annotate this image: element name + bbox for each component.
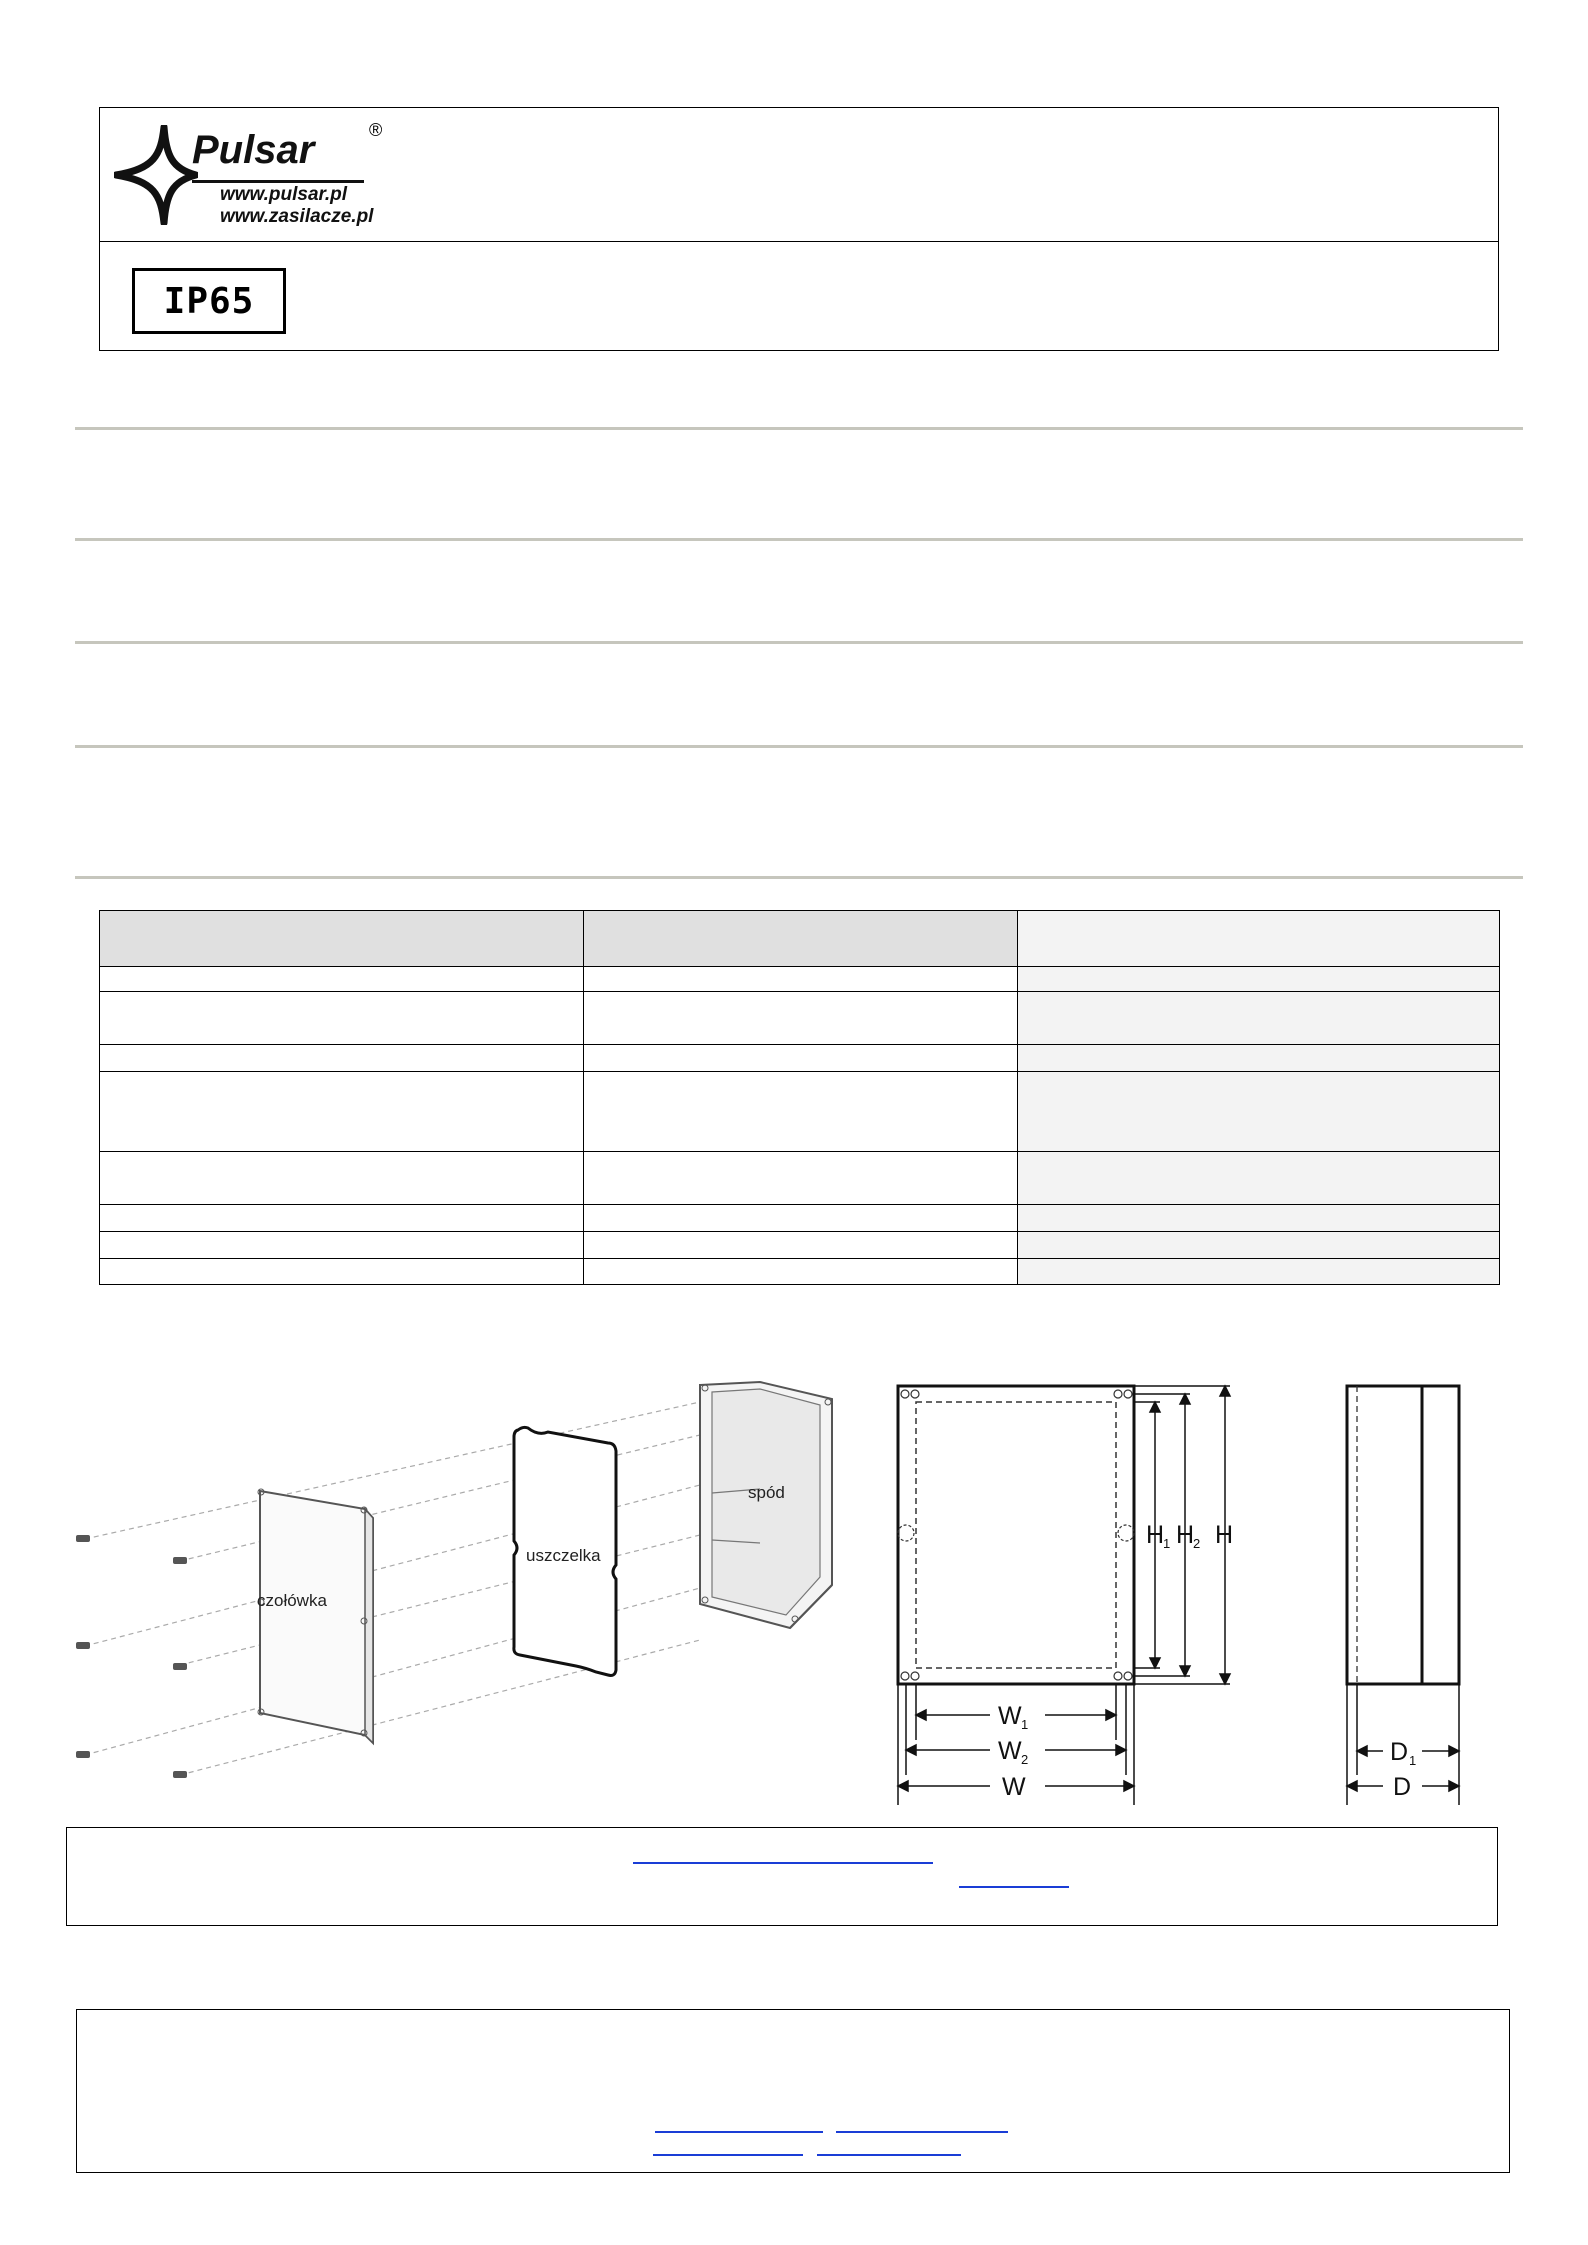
table-cell [583, 1232, 1018, 1259]
footer-link-3[interactable] [653, 2154, 803, 2156]
header-divider [100, 241, 1498, 242]
ip-rating-badge: IP65 [132, 268, 286, 334]
gasket-label: uszczelka [526, 1546, 601, 1565]
table-cell [583, 1072, 1018, 1152]
dimension-w1-subscript: 1 [1021, 1717, 1029, 1732]
screws [76, 1535, 187, 1778]
table-cell [583, 1205, 1018, 1232]
section-rule [75, 538, 1523, 541]
table-row [100, 1232, 1500, 1259]
table-cell [1018, 1072, 1500, 1152]
logo-name: Pulsar [192, 128, 315, 172]
dimension-h1-subscript: 1 [1163, 1536, 1171, 1551]
front-lid [257, 1489, 373, 1743]
dimension-w2-label: W [998, 1737, 1022, 1765]
note-link-2[interactable] [959, 1886, 1069, 1888]
note-link-1[interactable] [633, 1862, 933, 1864]
table-cell [100, 1152, 584, 1205]
dimension-d1-label: D [1390, 1738, 1409, 1766]
front-view [898, 1386, 1233, 1805]
table-cell [1018, 992, 1500, 1045]
table-cell [1018, 1152, 1500, 1205]
table-cell [100, 1259, 584, 1285]
table-cell [100, 967, 584, 992]
dimension-h2-label: H [1176, 1521, 1195, 1549]
section-rule [75, 641, 1523, 644]
base-box [700, 1382, 832, 1628]
base-label: spód [748, 1483, 785, 1502]
table-cell [100, 1045, 584, 1072]
table-row [100, 1045, 1500, 1072]
star-icon [114, 125, 198, 225]
dimension-w1-label: W [998, 1702, 1022, 1730]
footer-link-2[interactable] [836, 2131, 1008, 2133]
table-header-cell [100, 911, 584, 967]
enclosure-drawing [60, 1365, 1530, 1815]
registered-mark: ® [369, 120, 383, 140]
logo-url-primary: www.pulsar.pl [220, 184, 348, 205]
logo-url-secondary: www.zasilacze.pl [220, 206, 374, 227]
table-header-cell [1018, 911, 1500, 967]
table-row [100, 992, 1500, 1045]
table-cell [1018, 1232, 1500, 1259]
table-cell [1018, 1259, 1500, 1285]
table-cell [100, 992, 584, 1045]
table-cell [1018, 1045, 1500, 1072]
table-cell [100, 1072, 584, 1152]
table-cell [1018, 1205, 1500, 1232]
table-row [100, 1152, 1500, 1205]
section-rule [75, 427, 1523, 430]
note-box [66, 1827, 1498, 1926]
table-cell [583, 1259, 1018, 1285]
dimension-d1-subscript: 1 [1409, 1753, 1417, 1768]
table-row [100, 1205, 1500, 1232]
table-cell [100, 1205, 584, 1232]
table-header-cell [583, 911, 1018, 967]
side-view [1347, 1386, 1459, 1805]
table-row [100, 1259, 1500, 1285]
gasket [514, 1427, 616, 1675]
table-cell [583, 967, 1018, 992]
spec-table [99, 910, 1500, 1285]
dimension-h1-label: H [1146, 1521, 1165, 1549]
table-cell [100, 1232, 584, 1259]
table-row [100, 1072, 1500, 1152]
section-rule [75, 745, 1523, 748]
footer-link-1[interactable] [655, 2131, 823, 2133]
footer-box [76, 2009, 1510, 2173]
table-cell [583, 992, 1018, 1045]
table-row [100, 967, 1500, 992]
dimension-h-label: H [1215, 1521, 1234, 1549]
dimension-h2-subscript: 2 [1193, 1536, 1201, 1551]
table-cell [583, 1152, 1018, 1205]
table-cell [583, 1045, 1018, 1072]
footer-link-4[interactable] [817, 2154, 961, 2156]
table-cell [1018, 967, 1500, 992]
exploded-view [76, 1382, 832, 1778]
dimension-d-label: D [1393, 1773, 1412, 1801]
table-header-row [100, 911, 1500, 967]
section-rule [75, 876, 1523, 879]
pulsar-logo [114, 120, 394, 235]
dimension-w2-subscript: 2 [1021, 1752, 1029, 1767]
logo-underline [192, 180, 364, 183]
dimension-w-label: W [1002, 1773, 1026, 1801]
document-header [99, 107, 1499, 351]
front-lid-label: czołówka [257, 1591, 327, 1610]
